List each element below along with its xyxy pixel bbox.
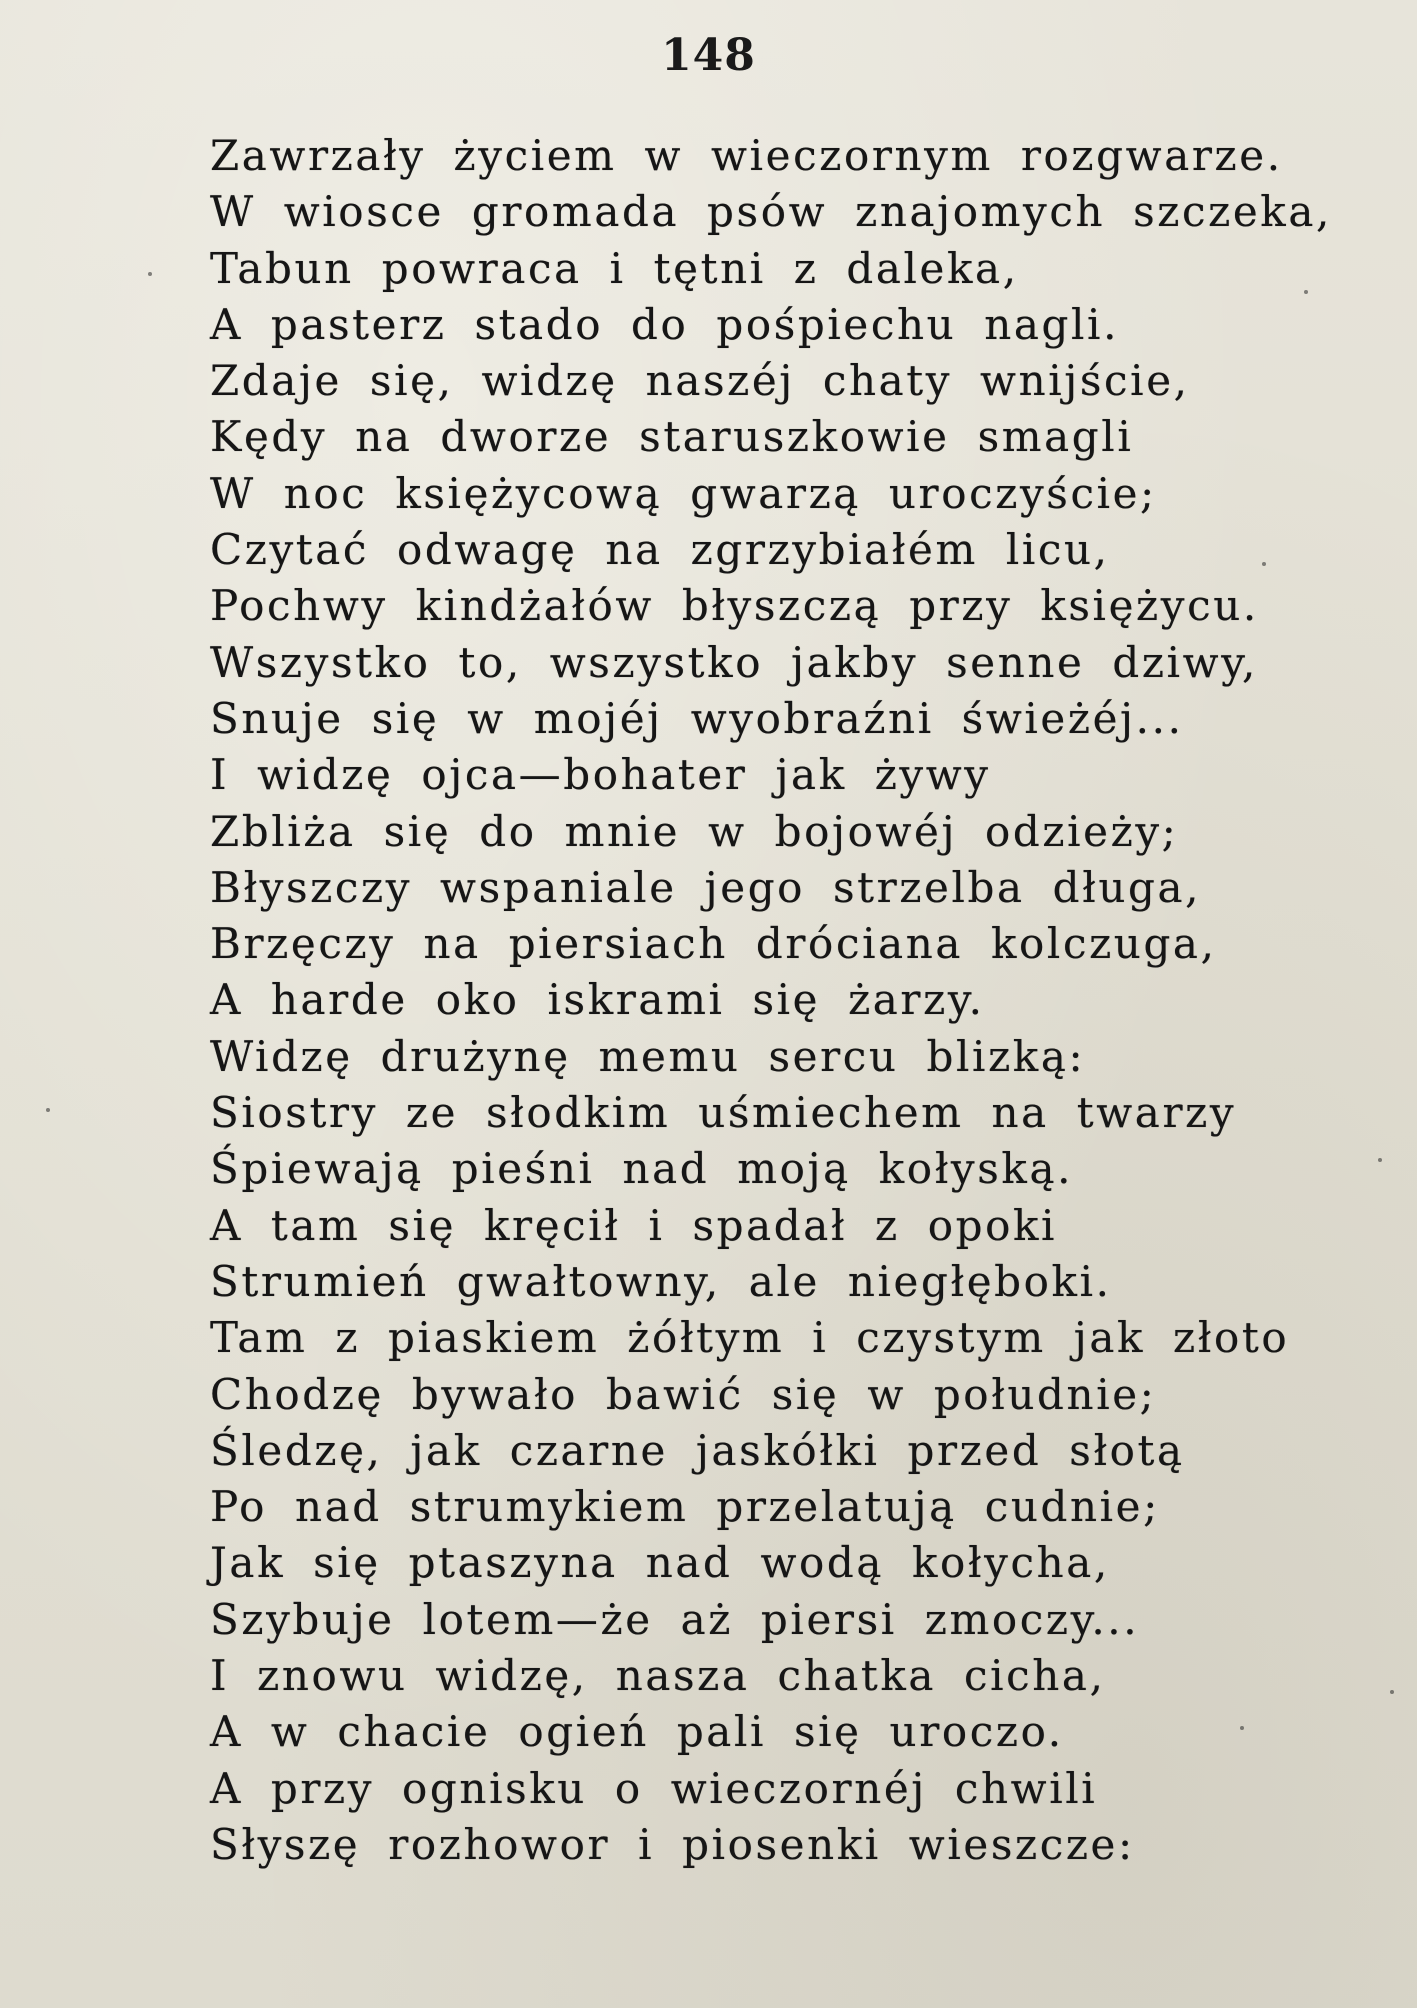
poem-line: Wszystko to, wszystko jakby senne dziwy,	[210, 637, 1258, 687]
poem-line: I znowu widzę, nasza chatka cicha,	[210, 1651, 1106, 1701]
poem-line: Siostry ze słodkim uśmiechem na twarzy	[210, 1088, 1237, 1138]
poem-text	[210, 128, 1332, 1873]
poem-line: Chodzę bywało bawić się w południe;	[210, 1369, 1157, 1419]
poem-line: Błyszczy wspaniale jego strzelba długa,	[210, 862, 1202, 912]
poem-line: Zdaje się, widzę naszéj chaty wnijście,	[210, 356, 1190, 406]
poem-line: Tabun powraca i tętni z daleka,	[210, 243, 1019, 293]
poem-line: Brzęczy na piersiach dróciana kolczuga,	[210, 919, 1217, 969]
poem-line: Słyszę rozhowor i piosenki wieszcze:	[210, 1819, 1135, 1869]
poem-line: Zbliża się do mnie w bojowéj odzieży;	[210, 806, 1179, 856]
poem-line: Widzę drużynę memu sercu blizką:	[210, 1031, 1086, 1081]
poem-line: A pasterz stado do pośpiechu nagli.	[210, 299, 1120, 349]
poem-line: Szybuje lotem—że aż piersi zmoczy...	[210, 1594, 1140, 1644]
paper-speck	[1304, 290, 1308, 294]
poem-line: A przy ognisku o wieczornéj chwili	[210, 1763, 1098, 1813]
paper-speck	[46, 1108, 50, 1112]
poem-line: Śledzę, jak czarne jaskółki przed słotą	[210, 1425, 1185, 1475]
poem-line: Jak się ptaszyna nad wodą kołycha,	[210, 1538, 1110, 1588]
paper-speck	[1378, 1158, 1382, 1162]
paper-speck	[1240, 1726, 1244, 1730]
poem-line: Pochwy kindżałów błyszczą przy księżycu.	[210, 581, 1259, 631]
poem-line: Śpiewają pieśni nad moją kołyską.	[210, 1144, 1074, 1194]
poem-line: I widzę ojca—bohater jak żywy	[210, 750, 991, 800]
poem-line: Zawrzały życiem w wieczornym rozgwarze.	[210, 131, 1283, 180]
poem-line: W noc księżycową gwarzą uroczyście;	[210, 468, 1157, 518]
page-number: 148	[661, 30, 756, 81]
poem-line: Po nad strumykiem przelatują cudnie;	[210, 1482, 1160, 1532]
paper-speck	[1390, 1690, 1394, 1694]
poem-line: A harde oko iskrami się żarzy.	[210, 975, 985, 1025]
poem-line: W wiosce gromada psów znajomych szczeka,	[210, 187, 1332, 237]
poem-line: Czytać odwagę na zgrzybiałém licu,	[210, 525, 1110, 575]
poem-line: A w chacie ogień pali się uroczo.	[210, 1707, 1064, 1757]
paper-speck	[1262, 562, 1266, 566]
paper-speck	[148, 272, 152, 276]
poem-line: Kędy na dworze staruszkowie smagli	[210, 412, 1134, 462]
poem-line: Tam z piaskiem żółtym i czystym jak złoto	[210, 1313, 1290, 1363]
poem-line: A tam się kręcił i spadał z opoki	[210, 1200, 1058, 1250]
poem-line: Strumień gwałtowny, ale niegłęboki.	[210, 1256, 1112, 1306]
poem-line: Snuje się w mojéj wyobraźni świeżéj...	[210, 693, 1184, 743]
